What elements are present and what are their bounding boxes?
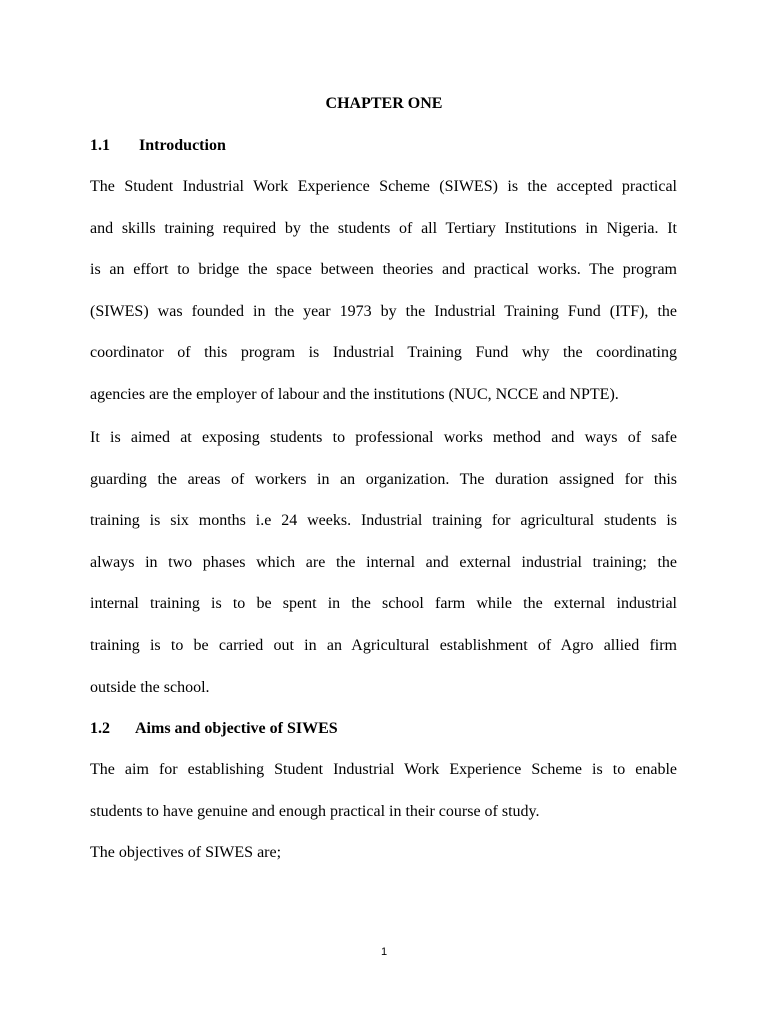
text-line: It is aimed at exposing students to professional works method and ways of safe [90, 429, 677, 446]
text-line: The objectives of SIWES are; [90, 844, 282, 861]
text-line: training is to be carried out in an Agricultural establishment of Agro allied firm [90, 636, 677, 654]
text-line: outside the school. [90, 678, 210, 696]
introduction-paragraph-1 [90, 166, 677, 416]
introduction-paragraph-2 [90, 417, 677, 708]
text-line: training is six months i.e 24 weeks. Industrial training for agricultural students is [90, 512, 677, 530]
text-line: is an effort to bridge the space between theories and practical works. The program [90, 261, 677, 279]
section-heading-1-1 [90, 136, 226, 156]
page-number: 1 [380, 946, 388, 958]
text-line: internal training is to be spent in the school farm while the external industrial [90, 595, 677, 613]
text-line: coordinator of this program is Industrial Training Fund why the coordinating [90, 344, 677, 362]
chapter-title: CHAPTER ONE [325, 95, 443, 112]
text-line: The aim for establishing Student Industrial Work Experience Scheme is to enable [90, 761, 677, 778]
text-line: agencies are the employer of labour and the institutions (NUC, NCCE and NPTE). [90, 385, 619, 403]
section-title: Aims and objective of SIWES [135, 720, 338, 737]
section-heading-1-2 [90, 719, 338, 739]
section-number: 1.1 [90, 137, 110, 154]
aims-paragraph [90, 749, 677, 832]
text-line: and skills training required by the students of all Tertiary Institutions in Nigeria. It [90, 219, 677, 237]
text-line: (SIWES) was founded in the year 1973 by the Industrial Training Fund (ITF), the [90, 302, 677, 320]
objectives-intro-paragraph [90, 832, 677, 874]
text-line: students to have genuine and enough practical in their course of study. [90, 802, 540, 820]
text-line: guarding the areas of workers in an organization. The duration assigned for this [90, 470, 677, 488]
section-number: 1.2 [90, 720, 110, 737]
text-line: always in two phases which are the internal and external industrial training; the [90, 553, 677, 571]
section-title: Introduction [139, 137, 226, 154]
text-line: The Student Industrial Work Experience Scheme (SIWES) is the accepted practical [90, 178, 677, 195]
